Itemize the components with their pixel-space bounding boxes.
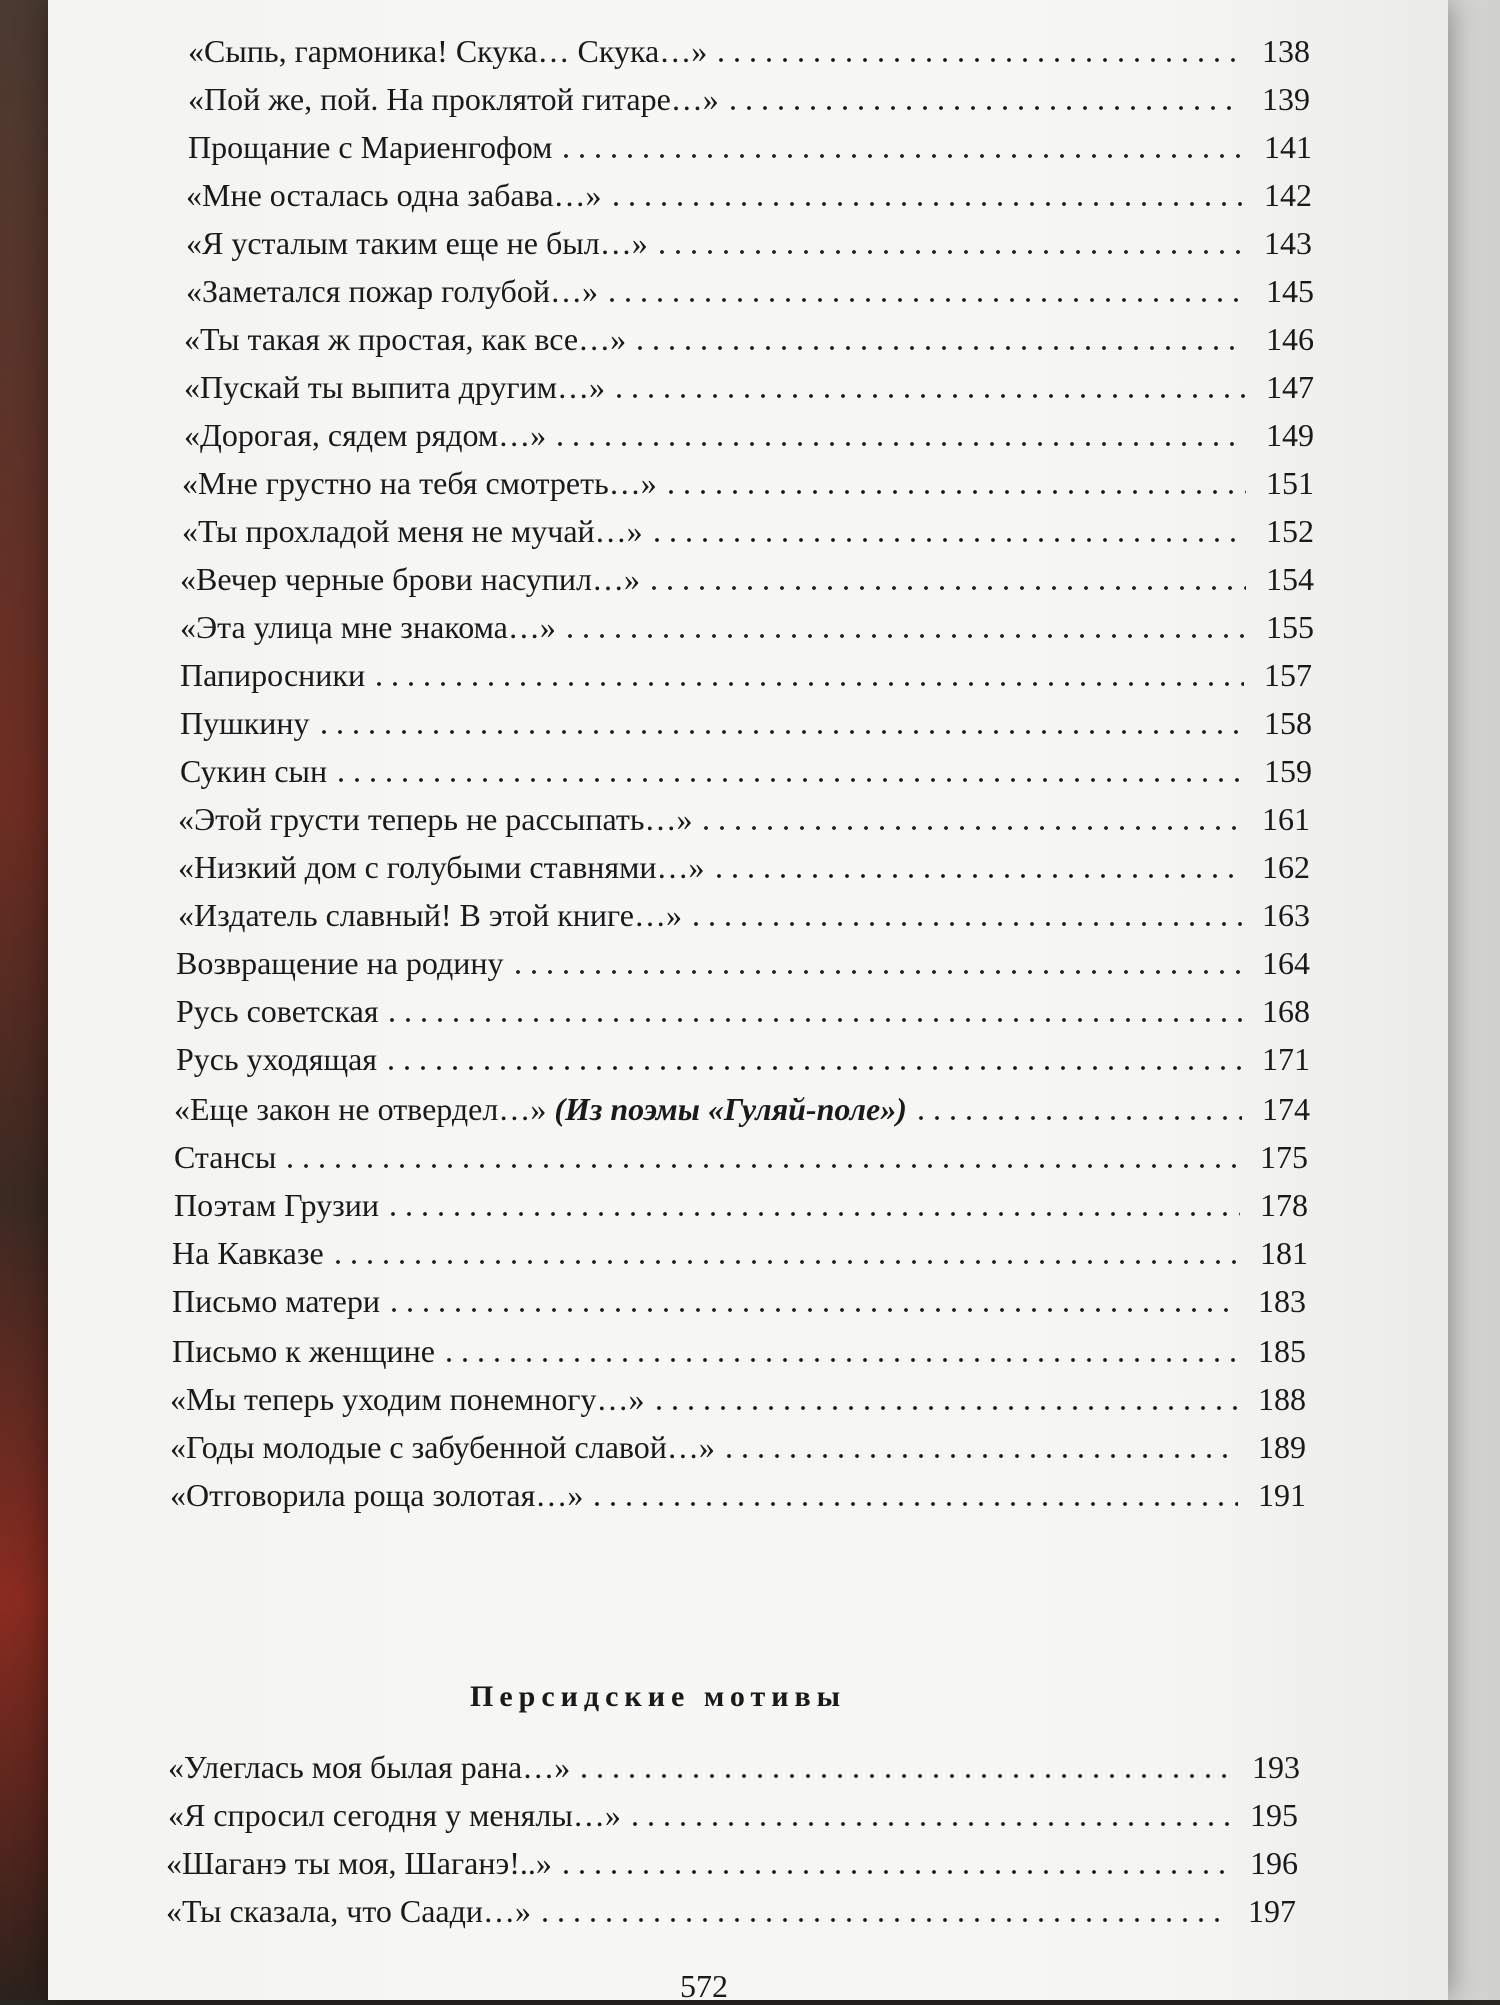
dot-leader — [651, 1376, 1238, 1412]
entry-title-text: «Отговорила роща золотая…» — [170, 1477, 584, 1513]
entry-page-number: 143 — [1264, 225, 1312, 261]
entry-title — [184, 321, 632, 358]
toc-entry — [178, 886, 1310, 934]
toc-entry — [186, 262, 1314, 310]
entry-page-number: 159 — [1264, 753, 1312, 789]
dot-leader — [663, 460, 1246, 496]
entry-title — [176, 993, 384, 1030]
toc-entry — [188, 22, 1310, 70]
entry-title-text: «Ты такая ж простая, как все…» — [184, 321, 627, 357]
entry-page-number: 183 — [1258, 1283, 1306, 1319]
toc-entry — [186, 166, 1312, 214]
entry-title — [186, 177, 608, 214]
dot-leader — [316, 700, 1244, 736]
entry-title — [178, 849, 711, 886]
entry-title-text: Письмо к женщине — [172, 1333, 435, 1369]
toc-entry — [170, 1370, 1306, 1418]
page-number: 572 — [680, 1968, 728, 2004]
section-entry — [168, 1786, 1298, 1834]
entry-title-text: «Вечер черные брови насупил…» — [180, 561, 641, 597]
entry-title — [170, 1429, 721, 1466]
entry-title-text: «Годы молодые с забубенной славой…» — [170, 1429, 715, 1465]
entry-title — [166, 1845, 558, 1882]
toc-entry — [184, 358, 1314, 406]
toc-entry — [188, 70, 1310, 118]
entry-page-number: 161 — [1262, 801, 1310, 837]
entry-title — [180, 561, 646, 598]
toc-entry — [174, 1080, 1310, 1128]
dot-leader — [371, 652, 1244, 688]
toc-entry — [170, 1466, 1306, 1514]
toc-entry — [180, 694, 1312, 742]
entry-page-number: 139 — [1262, 81, 1310, 117]
entry-title — [180, 753, 333, 790]
entry-title-text: Русь уходящая — [176, 1041, 378, 1077]
entry-title — [184, 369, 611, 406]
entry-title-text: «Низкий дом с голубыми ставнями…» — [178, 849, 705, 885]
entry-title-text: «Мы теперь уходим понемногу…» — [170, 1381, 645, 1417]
entry-title — [176, 1041, 383, 1078]
toc-entry — [176, 982, 1310, 1030]
toc-entry — [184, 406, 1314, 454]
dot-leader — [589, 1472, 1238, 1508]
entry-page-number: 162 — [1262, 849, 1310, 885]
entry-title — [174, 1187, 385, 1224]
dot-leader — [604, 268, 1246, 304]
toc-entry — [188, 118, 1312, 166]
entry-page-number: 181 — [1260, 1235, 1308, 1271]
entry-title-text: «Я спросил сегодня у менялы…» — [168, 1797, 621, 1833]
dot-leader — [537, 1888, 1228, 1924]
entry-title — [168, 1749, 576, 1786]
dot-leader — [649, 508, 1246, 544]
entry-page-number: 188 — [1258, 1381, 1306, 1417]
toc-entry — [180, 550, 1314, 598]
entry-title-text: «Заметался пожар голубой…» — [186, 273, 598, 309]
entry-page-number: 146 — [1266, 321, 1314, 357]
dot-leader — [330, 1230, 1240, 1266]
dot-leader — [558, 124, 1244, 160]
entry-title-text: «Издатель славный! В этой книге…» — [178, 897, 682, 933]
toc-entry — [182, 502, 1314, 550]
entry-page-number: 193 — [1252, 1749, 1300, 1785]
entry-page-number: 142 — [1264, 177, 1312, 213]
entry-title-text: На Кавказе — [172, 1235, 324, 1271]
entry-title — [182, 465, 663, 502]
toc-entry — [180, 742, 1312, 790]
toc-entry — [186, 214, 1312, 262]
toc-entry — [180, 646, 1312, 694]
toc-entry — [174, 1128, 1308, 1176]
entry-title — [170, 1477, 589, 1514]
entry-title-text: «Сыпь, гармоника! Скука… Скука…» — [188, 33, 708, 69]
entry-title-text: «Ты сказала, что Саади…» — [166, 1893, 532, 1929]
entry-page-number: 149 — [1266, 417, 1314, 453]
dot-leader — [383, 1036, 1242, 1072]
entry-title-text: Русь советская — [176, 993, 379, 1029]
toc-entry — [172, 1322, 1306, 1370]
toc-entry — [184, 310, 1314, 358]
dot-leader — [698, 796, 1242, 832]
dot-leader — [611, 364, 1246, 400]
toc-entry — [180, 598, 1314, 646]
entry-page-number: 157 — [1264, 657, 1312, 693]
dot-leader — [333, 748, 1244, 784]
entry-title — [182, 513, 649, 550]
toc-entry — [176, 934, 1310, 982]
dot-leader — [721, 1424, 1238, 1460]
entry-title-text: «Пускай ты выпита другим…» — [184, 369, 605, 405]
section-heading: Персидские мотивы — [470, 1680, 847, 1713]
dot-leader — [654, 220, 1244, 256]
entry-title-text: Прощание с Мариенгофом — [188, 129, 553, 165]
entry-title-text: «Пой же, пой. На проклятой гитаре…» — [188, 81, 719, 117]
dot-leader — [441, 1328, 1238, 1364]
section-entry — [166, 1882, 1296, 1930]
entry-title-text: Папиросники — [180, 657, 366, 693]
section-entry — [168, 1738, 1300, 1786]
entry-page-number: 158 — [1264, 705, 1312, 741]
entry-title — [184, 417, 552, 454]
dot-leader — [913, 1086, 1242, 1122]
entry-title-text: «Я усталым таким еще не был…» — [186, 225, 648, 261]
entry-title-text: Стансы — [174, 1139, 277, 1175]
dot-leader — [725, 76, 1242, 112]
entry-title — [170, 1381, 651, 1418]
dot-leader — [385, 1182, 1240, 1218]
entry-page-number: 195 — [1250, 1797, 1298, 1833]
dot-leader — [576, 1744, 1232, 1780]
dot-leader — [646, 556, 1246, 592]
entry-page-number: 196 — [1250, 1845, 1298, 1881]
entry-title-text: «Мне осталась одна забава…» — [186, 177, 602, 213]
entry-page-number: 163 — [1262, 897, 1310, 933]
dot-leader — [282, 1134, 1240, 1170]
entry-title-text: Возвращение на родину — [176, 945, 504, 981]
toc-entry — [172, 1272, 1306, 1320]
entry-title — [178, 897, 688, 934]
entry-page-number: 178 — [1260, 1187, 1308, 1223]
entry-title-text: Сукин сын — [180, 753, 328, 789]
entry-page-number: 152 — [1266, 513, 1314, 549]
entry-title — [174, 1139, 282, 1176]
section-entry — [166, 1834, 1298, 1882]
dot-leader — [386, 1278, 1238, 1314]
dot-leader — [713, 28, 1242, 64]
entry-page-number: 189 — [1258, 1429, 1306, 1465]
entry-title-text: «Еще закон не отвердел…» — [174, 1091, 547, 1127]
dot-leader — [510, 940, 1242, 976]
entry-title-text: Пушкину — [180, 705, 310, 741]
entry-title — [188, 129, 558, 166]
entry-page-number: 154 — [1266, 561, 1314, 597]
entry-page-number: 138 — [1262, 33, 1310, 69]
dot-leader — [632, 316, 1246, 352]
toc-entry — [174, 1176, 1308, 1224]
entry-page-number: 147 — [1266, 369, 1314, 405]
entry-title — [180, 609, 562, 646]
entry-title — [174, 1091, 913, 1128]
entry-title — [172, 1283, 386, 1320]
entry-title — [188, 33, 713, 70]
entry-subtitle: (Из поэмы «Гуляй-поле») — [554, 1091, 907, 1127]
toc-entry — [172, 1224, 1308, 1272]
dot-leader — [384, 988, 1242, 1024]
entry-title-text: Письмо матери — [172, 1283, 380, 1319]
toc-entry — [178, 838, 1310, 886]
entry-title-text: «Этой грусти теперь не рассыпать…» — [178, 801, 693, 837]
entry-title-text: «Дорогая, сядем рядом…» — [184, 417, 547, 453]
toc-entry — [178, 790, 1310, 838]
entry-page-number: 185 — [1258, 1333, 1306, 1369]
dot-leader — [711, 844, 1242, 880]
dot-leader — [608, 172, 1244, 208]
entry-title — [166, 1893, 537, 1930]
entry-page-number: 174 — [1262, 1091, 1310, 1127]
toc-entry — [176, 1030, 1310, 1078]
entry-page-number: 175 — [1260, 1139, 1308, 1175]
dot-leader — [558, 1840, 1230, 1876]
entry-page-number: 164 — [1262, 945, 1310, 981]
entry-page-number: 155 — [1266, 609, 1314, 645]
entry-page-number: 171 — [1262, 1041, 1310, 1077]
entry-title — [176, 945, 510, 982]
entry-title — [188, 81, 725, 118]
entry-title-text: «Улеглась моя былая рана…» — [168, 1749, 571, 1785]
entry-title-text: «Шаганэ ты моя, Шаганэ!..» — [166, 1845, 552, 1881]
entry-title — [172, 1235, 330, 1272]
entry-page-number: 168 — [1262, 993, 1310, 1029]
entry-title-text: Поэтам Грузии — [174, 1187, 380, 1223]
entry-page-number: 191 — [1258, 1477, 1306, 1513]
entry-page-number: 151 — [1266, 465, 1314, 501]
entry-page-number: 197 — [1248, 1893, 1296, 1929]
entry-title-text: «Ты прохладой меня не мучай…» — [182, 513, 643, 549]
entry-page-number: 141 — [1264, 129, 1312, 165]
entry-title — [172, 1333, 441, 1370]
entry-page-number: 145 — [1266, 273, 1314, 309]
entry-title-text: «Мне грустно на тебя смотреть…» — [182, 465, 657, 501]
entry-title — [186, 273, 604, 310]
toc-entry — [170, 1418, 1306, 1466]
dot-leader — [552, 412, 1246, 448]
dot-leader — [688, 892, 1242, 928]
dot-leader — [562, 604, 1246, 640]
dot-leader — [627, 1792, 1230, 1828]
entry-title — [168, 1797, 627, 1834]
entry-title — [180, 657, 371, 694]
toc-entry — [182, 454, 1314, 502]
entry-title-text: «Эта улица мне знакома…» — [180, 609, 556, 645]
entry-title — [186, 225, 654, 262]
entry-title — [178, 801, 698, 838]
entry-title — [180, 705, 316, 742]
